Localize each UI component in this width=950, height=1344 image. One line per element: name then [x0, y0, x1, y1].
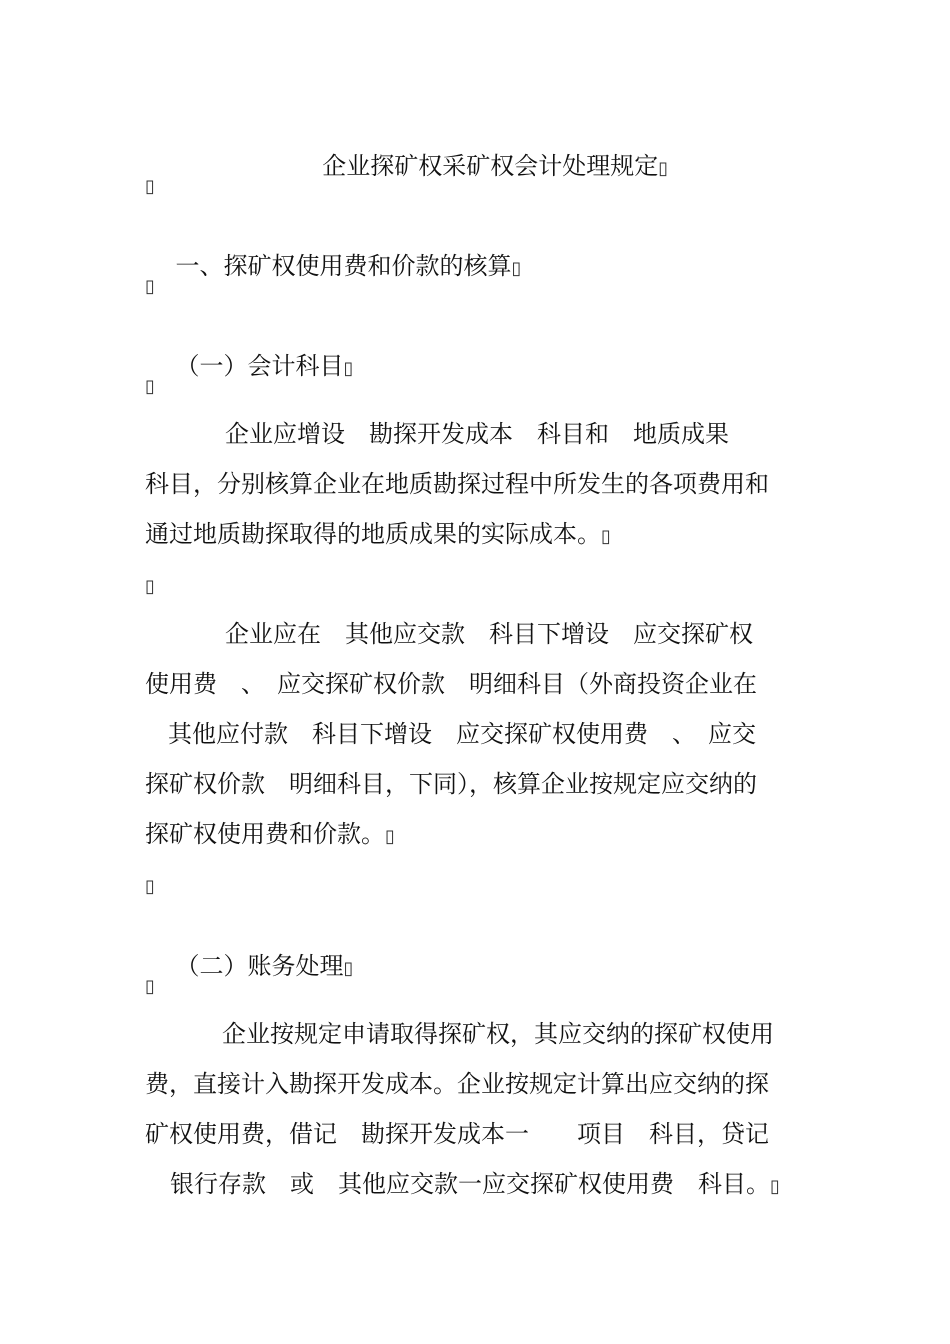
blank-marker: ▯	[145, 176, 155, 197]
blank-marker: ▯	[145, 276, 155, 297]
paragraph-2-line-1: 企业应在 其他应交款 科目下增设 应交探矿权	[225, 620, 753, 648]
blank-marker: ▯	[145, 876, 155, 897]
paragraph-2-line-4: 探矿权价款 明细科目，下同），核算企业按规定应交纳的	[145, 770, 757, 798]
blank-marker: ▯	[145, 576, 155, 597]
paragraph-1-line-1: 企业应增设 勘探开发成本 科目和 地质成果	[225, 420, 729, 448]
paragraph-2-line-5: 探矿权使用费和价款。▯	[145, 820, 395, 848]
section-heading-1: 一、探矿权使用费和价款的核算▯	[175, 252, 522, 280]
subsection-heading-1: （一）会计科目▯	[175, 352, 354, 380]
paragraph-2-line-2: 使用费 、 应交探矿权价款 明细科目（外商投资企业在	[145, 670, 757, 698]
paragraph-3-line-1: 企业按规定申请取得探矿权，其应交纳的探矿权使用	[222, 1020, 774, 1048]
paragraph-3-line-2: 费，直接计入勘探开发成本。企业按规定计算出应交纳的探	[145, 1070, 769, 1098]
paragraph-1-line-3: 通过地质勘探取得的地质成果的实际成本。▯	[145, 520, 611, 548]
paragraph-1-line-2: 科目，分别核算企业在地质勘探过程中所发生的各项费用和	[145, 470, 769, 498]
blank-marker: ▯	[145, 376, 155, 397]
blank-marker: ▯	[145, 976, 155, 997]
subsection-heading-2: （二）账务处理▯	[175, 952, 354, 980]
document-title: 企业探矿权采矿权会计处理规定▯	[322, 152, 669, 180]
paragraph-3-line-3: 矿权使用费，借记 勘探开发成本一 项目 科目，贷记	[145, 1120, 769, 1148]
paragraph-2-line-3: 其他应付款 科目下增设 应交探矿权使用费 、 应交	[168, 720, 756, 748]
paragraph-3-line-4: 银行存款 或 其他应交款一应交探矿权使用费 科目。▯	[170, 1170, 780, 1198]
